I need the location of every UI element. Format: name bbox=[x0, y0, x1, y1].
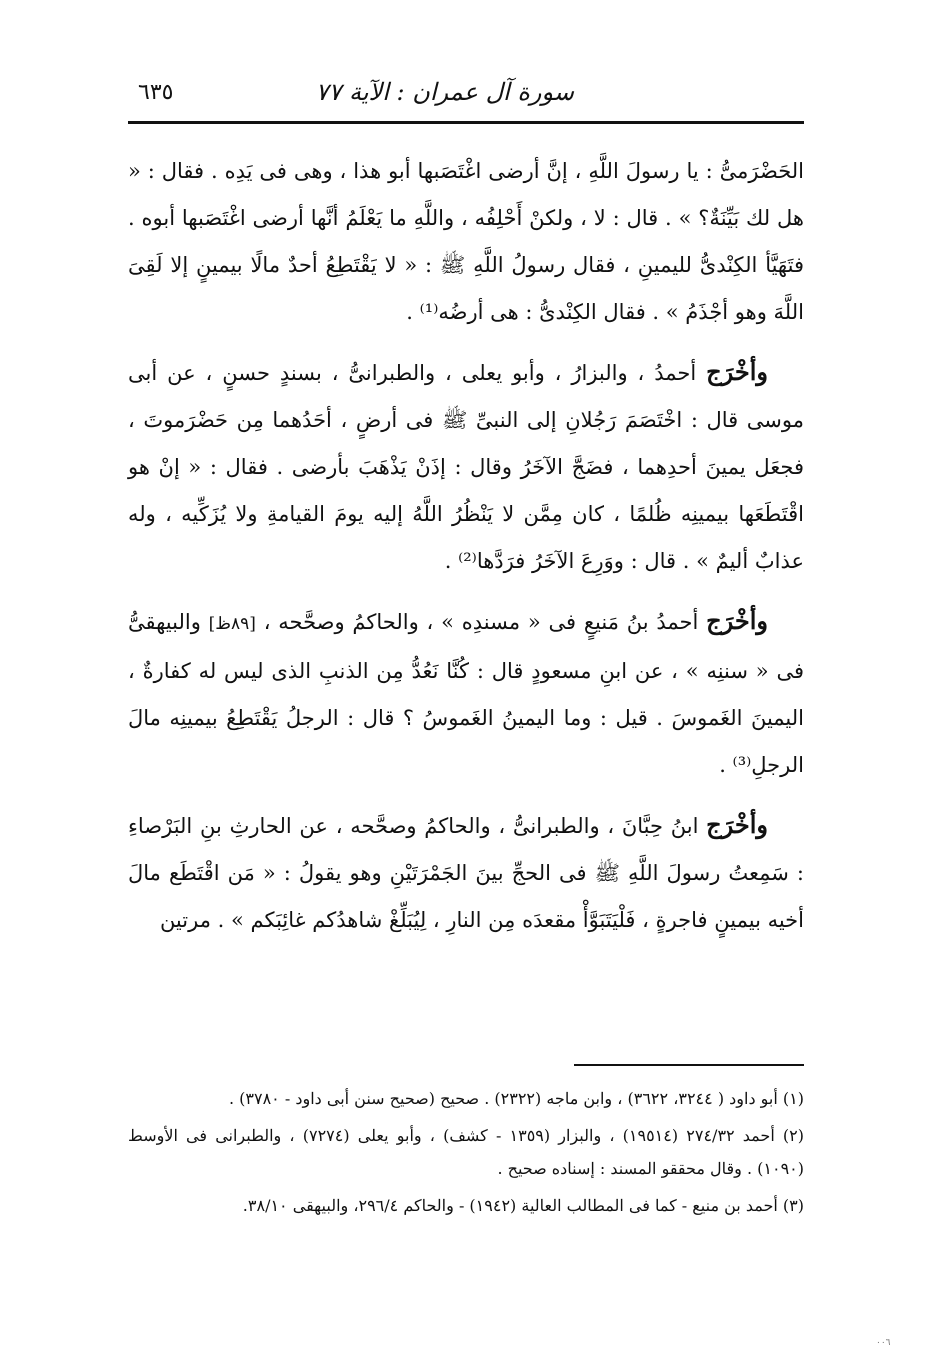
footnote-2: (٢) أحمد ٢٧٤/٣٢ (١٩٥١٤) ، والبزار (١٣٥٩ - كشف) ، وأبو يعلى (٧٢٧٤) ، والطبرانى فى الأوسط (١٠٩٠) . وقال محققو المسند : إسناده صحيح . bbox=[128, 1126, 805, 1178]
paragraph-1 bbox=[128, 148, 804, 336]
paragraph-text: أحمدُ ، والبزارُ ، وأبو يعلى ، والطبرانىُّ ، بسندٍ حسنٍ ، عن أبى موسى قال : اخْتَصَمَ رَجُلانِ إلى النبىِّ ﷺ فى أرضٍ ، أحَدُهما مِن حَضْرَموتَ ، فجعَل يمينَ أحدِهما ، فضَجَّ الآخَرُ وقال : إذَنْ يَذْهَبَ بأرضى . فقال : « إنْ هو اقْتَطَعَها بيمينِه ظُلمًا ، كان مِمَّن لا يَنْظُرُ اللَّهُ إليه يومَ القيامةِ ولا يُزَكِّيه ، وله عذابٌ أليمٌ » . قال : ووَرِعَ الآخَرُ فرَدَّها⁽²⁾ . bbox=[128, 361, 804, 573]
paragraph-text-continued: والبيهقىُّ فى « سننِه » ، عن ابنِ مسعودٍ قال : كُنَّا نَعُدُّ مِن الذنبِ الذى ليس له كفارةٌ ، اليمينَ الغَموسَ . قيل : وما اليمينُ الغَموسُ ؟ قال : الرجلُ يَقْتَطِعُ بيمينِه مالَ الرجلِ⁽³⁾ . bbox=[128, 610, 804, 777]
running-title: سورة آل عمران : الآية ٧٧ bbox=[315, 78, 574, 106]
footnote-separator bbox=[574, 1064, 804, 1066]
paragraph-4 bbox=[128, 801, 804, 944]
footnote-1: (١) أبو داود ( ٣٢٤٤، ٣٦٢٢) ، وابن ماجه (٢٣٢٢) . صحيح (صحيح سنن أبى داود - ٣٧٨٠) . bbox=[228, 1089, 804, 1108]
paragraph-text: أحمدُ بنُ مَنيعٍ فى « مسندِه » ، والحاكمُ وصحَّحه ، bbox=[263, 610, 699, 634]
page-number: ٦٣٥ bbox=[138, 80, 174, 105]
page-header bbox=[128, 74, 804, 114]
paragraph-3 bbox=[128, 597, 804, 789]
manuscript-folio-note: [٨٩ظ] bbox=[208, 614, 256, 634]
paragraph-text: ابنُ حِبَّانَ ، والطبرانىُّ ، والحاكمُ وصحَّحه ، عن الحارثِ بنِ البَرْصاءِ : سَمِعتُ رسولَ اللَّهِ ﷺ فى الحجِّ بينَ الجَمْرَتَيْنِ وهو يقولُ : « مَن اقْتَطَع مالَ أخيه بيمينٍ فاجرةٍ ، فَلْيَتَبَوَّأْ مقعدَه مِن النارِ ، لِيُبَلِّغْ شاهدُكم غائِبَكم » . مرتين bbox=[128, 814, 804, 932]
footnotes bbox=[128, 1082, 804, 1226]
corner-mark: ٠٠٦ bbox=[876, 1338, 891, 1348]
main-text bbox=[128, 148, 804, 956]
lead-word: وأخْرَج bbox=[706, 357, 768, 386]
footnote-3: (٣) أحمد بن منيع - كما فى المطالب العالية (١٩٤٢) - والحاكم ٢٩٦/٤، والبيهقى ٣٨/١٠. bbox=[242, 1196, 804, 1215]
paragraph-text: الحَضْرَمىُّ : يا رسولَ اللَّهِ ، إنَّ أرضى اغْتَصَبها أبو هذا ، وهى فى يَدِه . فقال : « هل لك بَيِّنَةٌ؟ » . قال : لا ، ولكنْ أَحْلِفُه ، واللَّهِ ما يَعْلَمُ أنَّها أرضى اغْتَصَبها أبوه . فتَهَيَّأ الكِنْدىُّ لليمينِ ، فقال رسولُ اللَّهِ ﷺ : « لا يَقْتَطِعُ أحدٌ مالًا بيمينٍ إلا لَقِىَ اللَّهَ وهو أجْذَمُ » . فقال الكِنْدىُّ : هى أرضُه⁽¹⁾ . bbox=[128, 159, 804, 324]
header-rule bbox=[128, 121, 804, 124]
paragraph-2 bbox=[128, 348, 804, 585]
lead-word: وأخْرَج bbox=[706, 810, 768, 839]
lead-word: وأخْرَج bbox=[706, 606, 768, 635]
